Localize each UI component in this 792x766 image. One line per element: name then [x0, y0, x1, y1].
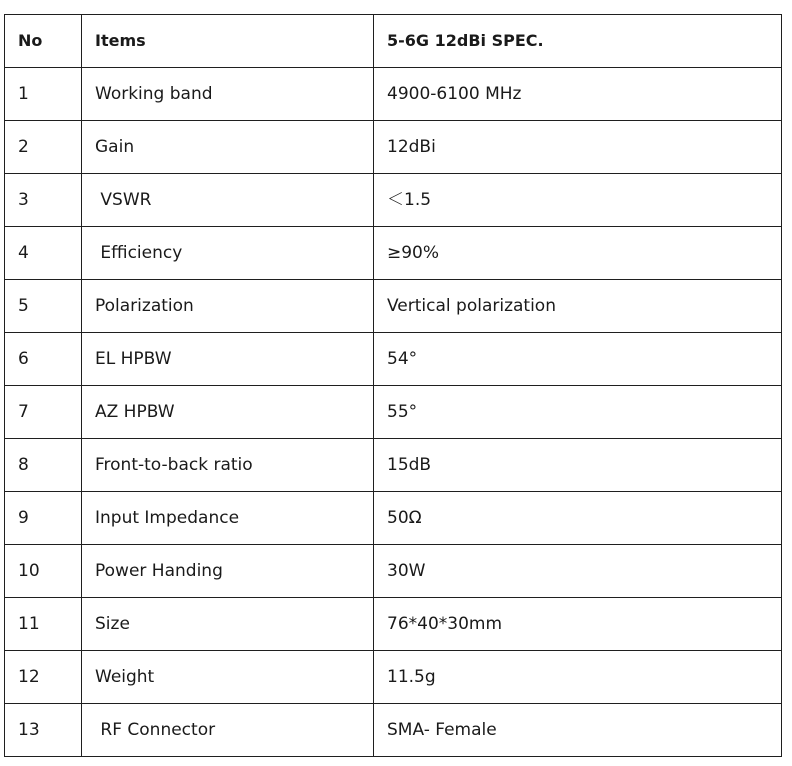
row-no: 8 — [5, 439, 82, 492]
row-item: Polarization — [82, 280, 374, 333]
row-item: Power Handing — [82, 545, 374, 598]
row-no: 9 — [5, 492, 82, 545]
row-no: 5 — [5, 280, 82, 333]
row-item: RF Connector — [82, 704, 374, 757]
row-item: Gain — [82, 121, 374, 174]
row-value: 50Ω — [374, 492, 782, 545]
row-no: 12 — [5, 651, 82, 704]
row-value: ＜1.5 — [374, 174, 782, 227]
row-value: 54° — [374, 333, 782, 386]
row-value: 15dB — [374, 439, 782, 492]
header-spec: 5-6G 12dBi SPEC. — [374, 15, 782, 68]
row-value: Vertical polarization — [374, 280, 782, 333]
row-value: 4900-6100 MHz — [374, 68, 782, 121]
row-item: AZ HPBW — [82, 386, 374, 439]
row-item: Input Impedance — [82, 492, 374, 545]
row-item: Front-to-back ratio — [82, 439, 374, 492]
table-row — [5, 280, 782, 333]
row-value: 30W — [374, 545, 782, 598]
row-no: 2 — [5, 121, 82, 174]
row-value: 11.5g — [374, 651, 782, 704]
row-no: 10 — [5, 545, 82, 598]
row-item: Efficiency — [82, 227, 374, 280]
table-row — [5, 386, 782, 439]
row-item: Weight — [82, 651, 374, 704]
table-row — [5, 704, 782, 757]
row-value: 55° — [374, 386, 782, 439]
row-no: 1 — [5, 68, 82, 121]
row-no: 4 — [5, 227, 82, 280]
table-row — [5, 68, 782, 121]
row-item: Working band — [82, 68, 374, 121]
row-value: SMA- Female — [374, 704, 782, 757]
spec-table-body — [5, 15, 782, 757]
table-row — [5, 121, 782, 174]
table-row — [5, 545, 782, 598]
table-header-row — [5, 15, 782, 68]
table-row — [5, 651, 782, 704]
table-row — [5, 492, 782, 545]
row-value: 12dBi — [374, 121, 782, 174]
row-no: 3 — [5, 174, 82, 227]
row-no: 7 — [5, 386, 82, 439]
table-row — [5, 174, 782, 227]
row-no: 13 — [5, 704, 82, 757]
table-row — [5, 439, 782, 492]
row-value: ≥90% — [374, 227, 782, 280]
header-items: Items — [82, 15, 374, 68]
row-no: 6 — [5, 333, 82, 386]
header-no: No — [5, 15, 82, 68]
row-value: 76*40*30mm — [374, 598, 782, 651]
table-row — [5, 333, 782, 386]
table-row — [5, 227, 782, 280]
row-item: Size — [82, 598, 374, 651]
table-row — [5, 598, 782, 651]
row-item: EL HPBW — [82, 333, 374, 386]
row-item: VSWR — [82, 174, 374, 227]
spec-table — [4, 14, 782, 757]
row-no: 11 — [5, 598, 82, 651]
